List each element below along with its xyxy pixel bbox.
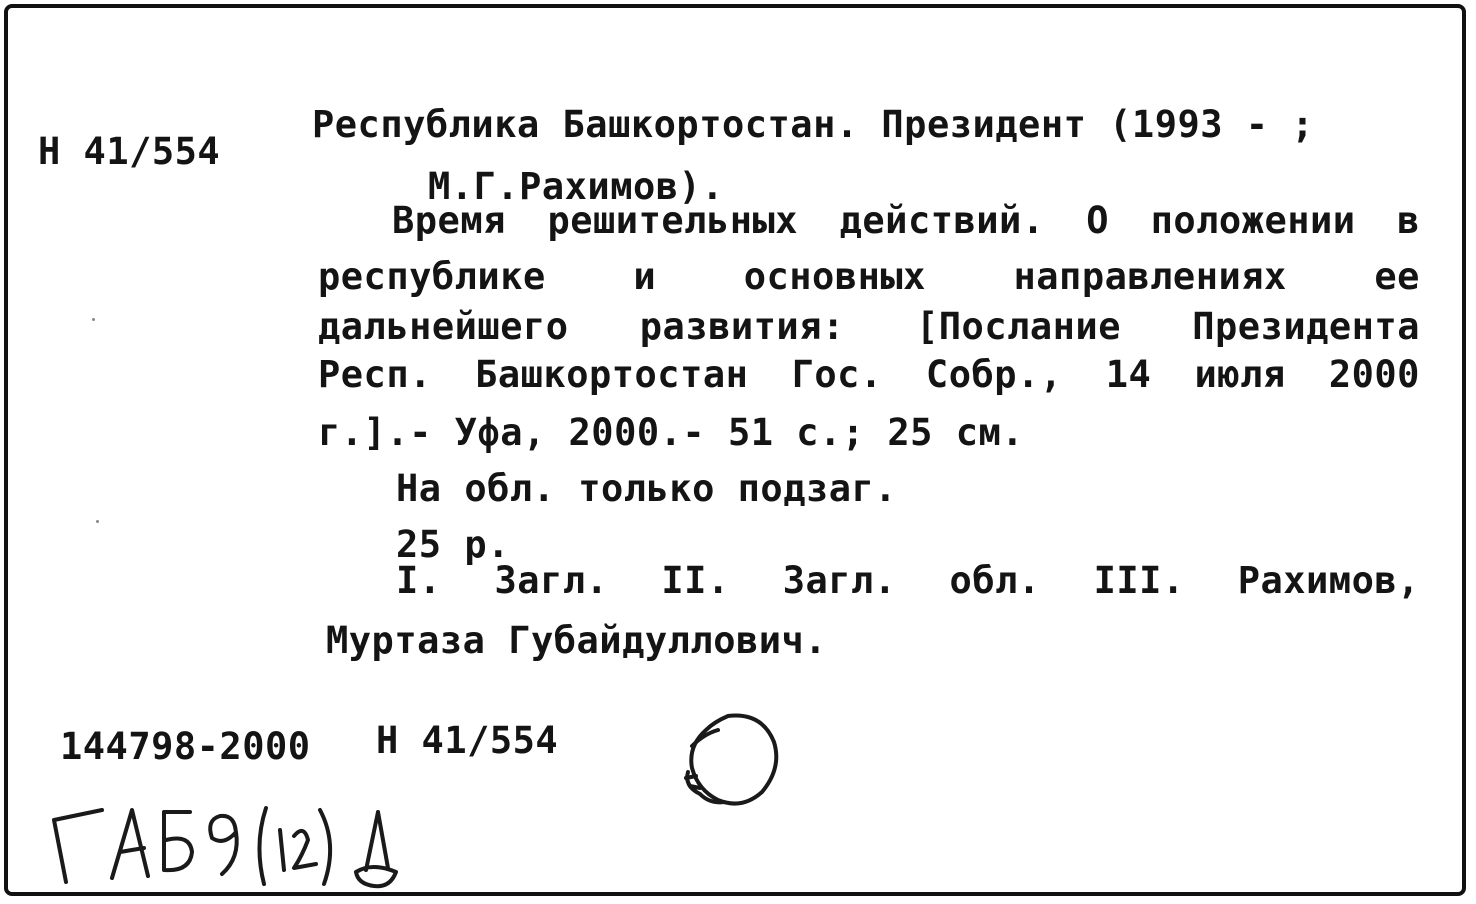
description-line-1 <box>392 199 1420 242</box>
dust-speck <box>96 520 99 523</box>
heading-line-2: М.Г.Рахимов). <box>428 165 725 208</box>
handwritten-shelf-mark <box>40 786 430 896</box>
description-line-4-word: 2000 <box>1328 353 1420 396</box>
description-line-4-word: Гос. <box>791 353 883 396</box>
description-line-1-word: решительных <box>547 199 799 242</box>
description-line-4-word: Башкортостан <box>475 353 749 396</box>
description-line-3-word: развития: <box>639 305 845 348</box>
description-line-3 <box>318 305 1420 348</box>
tracings-line-1-word: I. <box>396 559 442 602</box>
description-line-4-word: Респ. <box>318 353 432 396</box>
description-line-2-word: направлениях <box>1013 255 1287 298</box>
description-line-1-word: действий. <box>839 199 1045 242</box>
description-line-2-word: республике <box>318 255 546 298</box>
heading-line-1: Республика Башкортостан. Президент (1993 - ; <box>312 103 1315 146</box>
description-line-1-word: Время <box>392 199 506 242</box>
note: На обл. только подзаг. <box>396 467 898 510</box>
description-line-1-word: положении <box>1150 199 1356 242</box>
description-line-2-word: основных <box>743 255 926 298</box>
tracings-line-1-word: обл. <box>949 559 1041 602</box>
description-line-4-word: июля <box>1194 353 1286 396</box>
tracings-line-2: Муртаза Губайдуллович. <box>326 619 828 662</box>
tracings-line-1-word: Загл. <box>494 559 609 602</box>
price: 25 р. <box>396 523 510 566</box>
description-line-5: г.].- Уфа, 2000.- 51 с.; 25 см. <box>318 411 1025 454</box>
dust-speck <box>92 318 95 321</box>
description-line-1-word: О <box>1086 199 1109 242</box>
description-line-4-word: Собр., <box>925 353 1063 396</box>
tracings-line-1-word: II. <box>661 559 730 602</box>
description-line-2-word: и <box>633 255 657 298</box>
description-line-4 <box>318 353 1420 396</box>
description-line-2-word: ее <box>1374 255 1420 298</box>
description-line-3-word: Президента <box>1192 305 1420 348</box>
description-line-3-word: дальнейшего <box>318 305 569 348</box>
library-stamp <box>670 706 790 816</box>
description-line-3-word: [Послание <box>916 305 1121 348</box>
call-number-bottom: Н 41/554 <box>376 719 559 762</box>
call-number: Н 41/554 <box>38 130 221 173</box>
description-line-1-word: в <box>1397 199 1420 242</box>
accession-number: 144798-2000 <box>60 725 311 768</box>
description-line-4-word: 14 <box>1105 353 1152 396</box>
tracings-line-1-word: Рахимов, <box>1237 559 1420 602</box>
description-line-2 <box>318 255 1420 298</box>
tracings-line-1 <box>396 559 1420 602</box>
tracings-line-1-word: III. <box>1093 559 1185 602</box>
tracings-line-1-word: Загл. <box>782 559 897 602</box>
